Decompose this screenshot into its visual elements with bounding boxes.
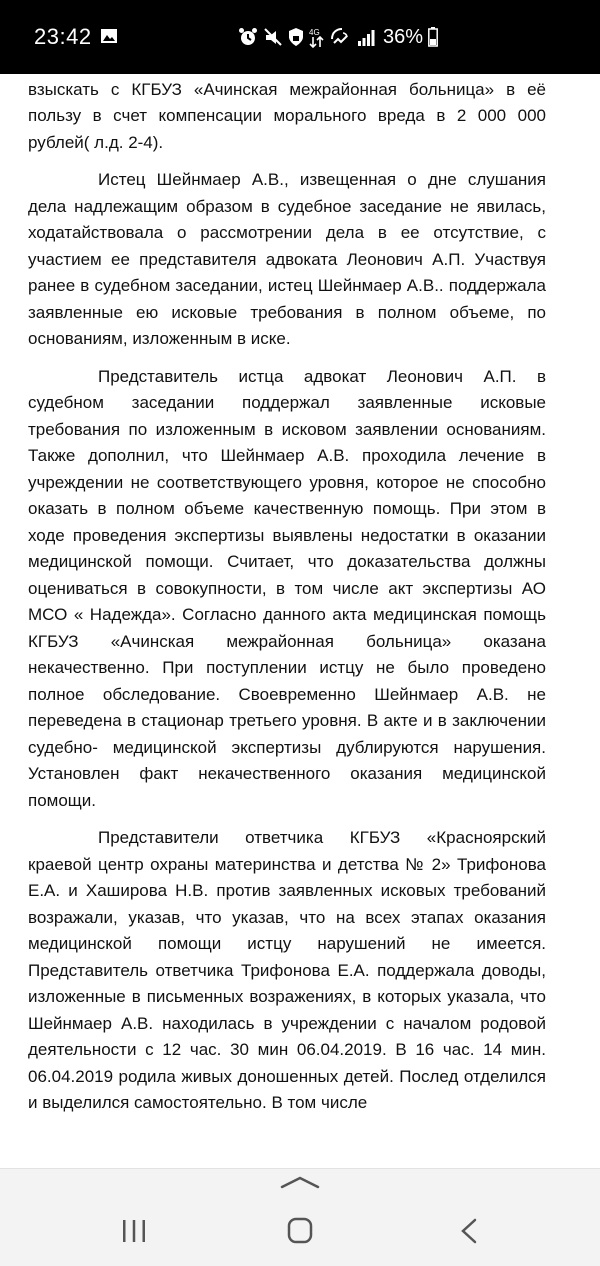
lock-icon <box>288 27 304 47</box>
mute-icon <box>263 27 283 47</box>
paragraph: Представители ответчика КГБУЗ «Красноярский краевой центр охраны материнства и детства № 2» Трифонова Е.А. и Хаширова Н.В. против заявленных исковых требований возражали, указав, что указав, что на всех этапах оказания медицинской помощи истцу нарушений не имеется. Представитель ответчика Трифонова Е.А. поддержала доводы, изложенные в письменных возражениях, в которых указала, что Шейнмаер А.В. находилась в учреждении с началом родовой деятельности с 12 час. 30 мин 06.04.2019. В 16 час. 14 мин. 06.04.2019 родила живых доношенных детей. Послед отделился и выделился самостоятельно. В том числе <box>28 828 546 1112</box>
home-button[interactable] <box>280 1217 320 1245</box>
signal-icon <box>357 27 375 47</box>
navigation-bar <box>0 1168 600 1266</box>
gallery-icon <box>100 28 118 44</box>
status-icons <box>238 25 438 49</box>
back-button[interactable] <box>449 1217 489 1245</box>
lte-icon <box>309 26 325 48</box>
battery-icon <box>428 27 438 47</box>
paragraph: взыскать с КГБУЗ «Ачинская межрайонная больница» в её пользу в счет компенсации морального вреда в 2 000 000 рублей( л.д. 2-4). <box>28 79 546 152</box>
chevron-up-icon[interactable] <box>280 1175 320 1189</box>
svg-text:4G: 4G <box>309 28 320 37</box>
recent-apps-button[interactable] <box>114 1217 154 1245</box>
paragraph: Представитель истца адвокат Леонович А.П. в судебном заседании поддержал заявленные исковые требования по изложенным в исковом заявлении основаниям. Также дополнил, что Шейнмаер А.В. проходила лечение в учреждении не соответствующего уровня, которое не способно оказать в полном объеме качественную помощь. При этом в ходе проведения экспертизы выявлены недостатки в оказании медицинской помощи. Считает, что доказательства должны оцениваться в совокупности, в том числе акт экспертизы АО МСО « Надежда». Согласно данного акта медицинская помощь КГБУЗ «Ачинская межрайонная больница» оказана некачественно. При поступлении истцу не было проведено полное обследование. Своевременно Шейнмаер А.В. не переведена в стационар третьего уровня. В акте и в заключении судебно- медицинской экспертизы дублируются нарушения. Установлен факт некачественного оказания медицинской помощи. <box>28 366 546 810</box>
paragraph: Истец Шейнмаер А.В., извещенная о дне слушания дела надлежащим образом в судебное заседание не явилась, ходатайствовала о рассмотрении дела в ее отсутствие, с участием ее представителя адвоката Леонович А.П. Участвуя ранее в судебном заседании, истец Шейнмаер А.В.. поддержала заявленные ею исковые требования в полном объеме, по основаниям, изложенным в иске. <box>28 170 546 348</box>
alarm-icon <box>238 27 258 47</box>
battery-percent: 36% <box>383 25 424 48</box>
document-body <box>28 50 546 1168</box>
wifi-call-icon <box>330 27 352 47</box>
status-bar <box>0 0 600 74</box>
status-time: 23:42 <box>34 24 92 49</box>
